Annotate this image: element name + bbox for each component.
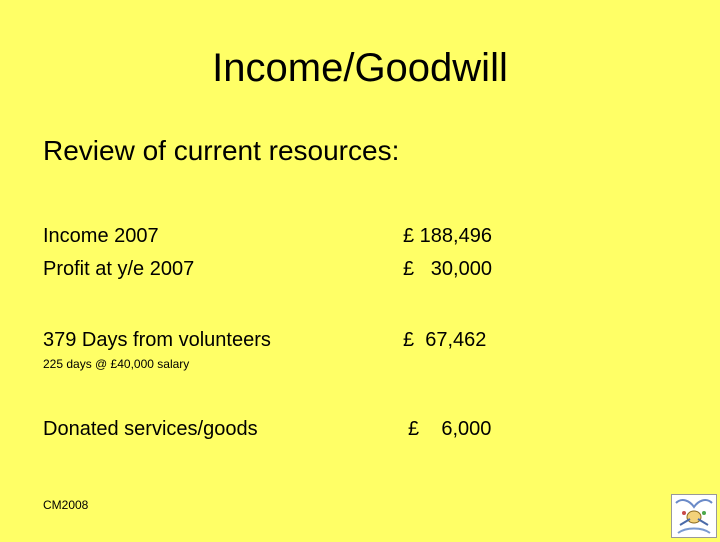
slide-title: Income/Goodwill bbox=[212, 46, 508, 90]
row-label-donated: Donated services/goods bbox=[43, 418, 258, 440]
row-amount-volunteers: £ 67,462 bbox=[403, 329, 487, 351]
footer-text: CM2008 bbox=[43, 498, 89, 512]
row-amount-income: £ 188,496 bbox=[403, 225, 492, 247]
row-label-income: Income 2007 bbox=[43, 225, 159, 247]
row-label-volunteers: 379 Days from volunteers bbox=[43, 329, 271, 351]
clip-art-logo-icon bbox=[671, 494, 717, 538]
row-amount-profit: £ 30,000 bbox=[403, 258, 492, 280]
row-label-profit: Profit at y/e 2007 bbox=[43, 258, 195, 280]
slide-subtitle: Review of current resources: bbox=[43, 135, 400, 166]
row-amount-donated: £ 6,000 bbox=[408, 418, 492, 440]
volunteer-note: 225 days @ £40,000 salary bbox=[43, 357, 190, 371]
